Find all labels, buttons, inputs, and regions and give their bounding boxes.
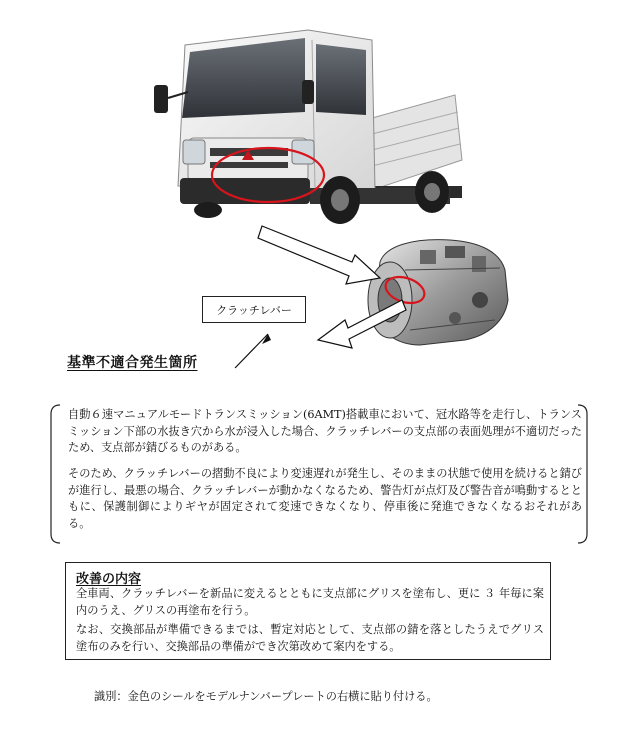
description-paragraph-2: そのため、クラッチレバーの摺動不良により変速遅れが発生し、そのままの状態で使用を続けると錆びが進行し、最悪の場合、クラッチレバーが動かなくなるため、警告灯が点灯及び警告音が鳴動するとともに、保護制御によりギヤが固定されて変速できなくなり、停車後に発進できなくなるおそれがある。 — [68, 467, 582, 530]
identification-note: 識別：金色のシールをモデルナンバープレートの右横に貼り付ける。 — [94, 690, 438, 703]
improvement-title: 改善の内容 — [76, 572, 142, 587]
improvement-paragraph-2: なお、交換部品が準備できるまでは、暫定対応として、支点部の錆を落としたうえでグリス塗布のみを行い、交換部品の準備ができ次第改めて案内をする。 — [76, 623, 544, 653]
pointer-arrow-to-transmission — [258, 226, 380, 284]
nonconformity-location-title: 基準不適合発生箇所 — [67, 355, 198, 371]
truck-cab — [154, 30, 375, 190]
pointer-line-to-label — [235, 334, 271, 368]
clutch-lever-label: クラッチレバー — [202, 296, 306, 323]
improvement-paragraph-1: 全車両、クラッチレバーを新品に変えるとともに支点部にグリスを塗布し、更に ３ 年毎に案内のうえ、グリスの再塗布を行う。 — [76, 587, 544, 617]
description-paragraph-1: 自動６速マニュアルモードトランスミッション(6AMT)搭載車において、冠水路等を走行し、トランスミッション下部の水抜き穴から水が浸入した場合、クラッチレバーの支点部の表面処理が不適切だったため、支点部が錆びるものがある。 — [68, 408, 582, 454]
